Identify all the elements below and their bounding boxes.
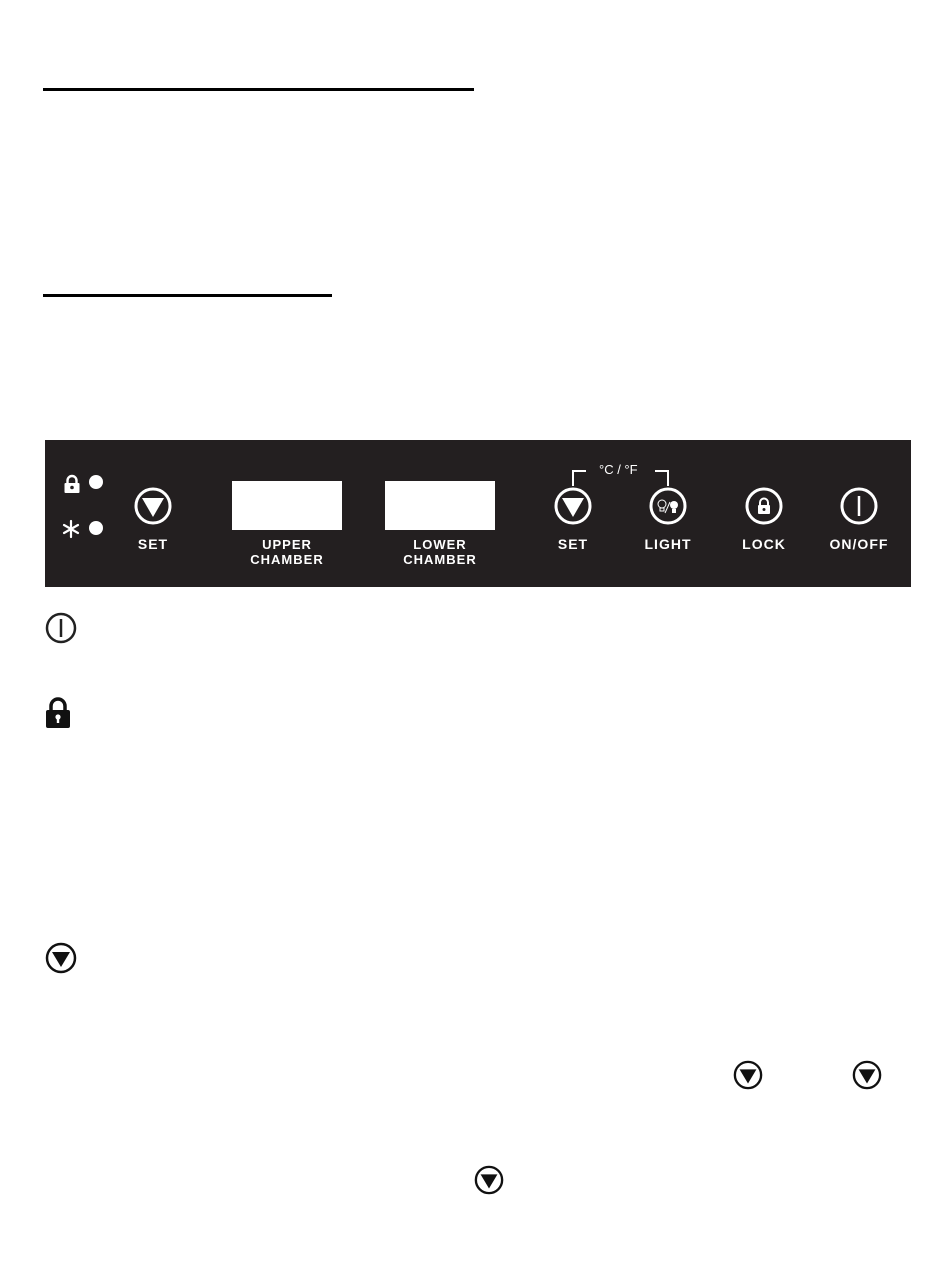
light-button[interactable] <box>649 487 687 525</box>
down-triangle-icon <box>474 1165 504 1195</box>
down-triangle-icon <box>45 942 77 974</box>
lock-indicator-led <box>89 475 103 489</box>
section-heading-rule-1 <box>43 88 474 91</box>
power-icon <box>45 612 77 644</box>
cooling-indicator-led <box>89 521 103 535</box>
lower-set-button[interactable] <box>554 487 592 525</box>
light-bulb-icon <box>649 487 687 525</box>
lock-label: LOCK <box>742 536 786 552</box>
lock-button[interactable] <box>745 487 783 525</box>
down-triangle-icon <box>134 487 172 525</box>
power-button[interactable] <box>840 487 878 525</box>
lock-indicator-icon <box>63 474 81 494</box>
power-label: ON/OFF <box>829 536 889 552</box>
down-triangle-icon <box>554 487 592 525</box>
unit-bracket-left <box>572 470 586 486</box>
snowflake-icon <box>61 519 81 539</box>
unit-bracket-right <box>655 470 669 486</box>
upper-chamber-label: UPPER CHAMBER <box>250 537 324 567</box>
section-heading-rule-2 <box>43 294 332 297</box>
down-triangle-icon <box>852 1060 882 1090</box>
unit-toggle-label: °C / °F <box>599 462 638 477</box>
lower-chamber-display <box>385 481 495 530</box>
upper-chamber-display <box>232 481 342 530</box>
lock-icon <box>745 487 783 525</box>
lower-chamber-label: LOWER CHAMBER <box>403 537 477 567</box>
upper-set-label: SET <box>137 536 169 552</box>
power-icon <box>840 487 878 525</box>
lock-icon <box>45 697 71 729</box>
down-triangle-icon <box>733 1060 763 1090</box>
upper-set-button[interactable] <box>134 487 172 525</box>
control-panel <box>45 440 911 587</box>
lower-set-label: SET <box>557 536 589 552</box>
light-label: LIGHT <box>644 536 692 552</box>
